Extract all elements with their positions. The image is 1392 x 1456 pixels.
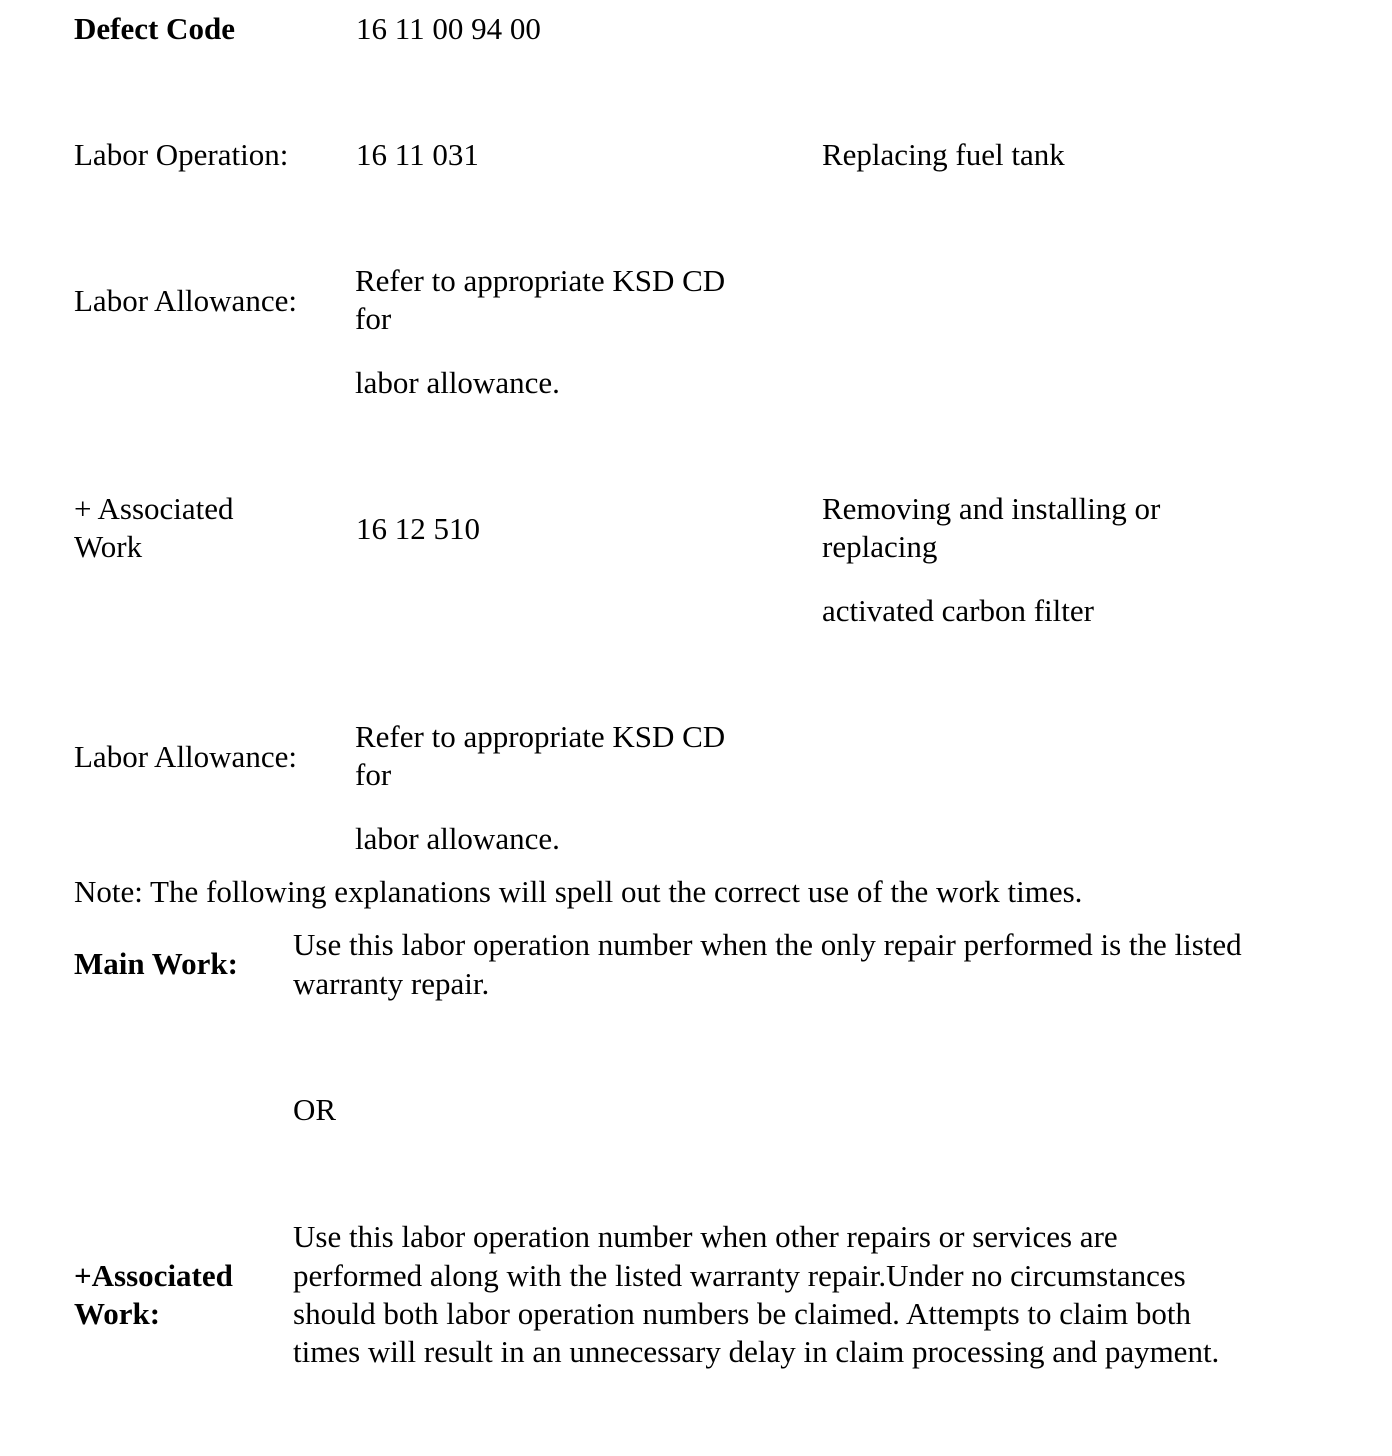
labor-operation-description: Replacing fuel tank xyxy=(822,137,1065,172)
or-separator: OR xyxy=(293,1092,337,1127)
associated-work-explanation-line: Use this labor operation number when other repairs or services are xyxy=(293,1219,1118,1254)
associated-work-label: + Associated xyxy=(74,491,234,526)
labor-allowance-text-line: labor allowance. xyxy=(355,821,560,856)
labor-operation-number: 16 11 031 xyxy=(356,137,479,172)
associated-work-explanation-line: times will result in an unnecessary delay in claim processing and payment. xyxy=(293,1334,1220,1369)
associated-work-explanation-label: +Associated xyxy=(74,1258,233,1293)
defect-code-label: Defect Code xyxy=(74,11,235,46)
main-work-label: Main Work: xyxy=(74,946,238,981)
labor-allowance-label: Labor Allowance: xyxy=(74,739,297,774)
labor-operation-label: Labor Operation: xyxy=(74,137,289,172)
note-text: Note: The following explanations will spell out the correct use of the work times. xyxy=(74,874,1083,909)
associated-work-description: replacing xyxy=(822,529,938,564)
labor-allowance-text-line: for xyxy=(355,301,392,336)
associated-work-explanation-line: should both labor operation numbers be claimed. Attempts to claim both xyxy=(293,1296,1191,1331)
associated-work-description: activated carbon filter xyxy=(822,593,1094,628)
labor-allowance-text-line: for xyxy=(355,757,392,792)
main-work-text-line: warranty repair. xyxy=(293,966,490,1001)
labor-allowance-text-line: Refer to appropriate KSD CD xyxy=(355,719,726,754)
labor-allowance-text-line: labor allowance. xyxy=(355,365,560,400)
defect-code-value: 16 11 00 94 00 xyxy=(356,11,541,46)
associated-work-explanation-line: performed along with the listed warranty repair.Under no circumstances xyxy=(293,1258,1186,1293)
labor-allowance-text-line: Refer to appropriate KSD CD xyxy=(355,263,726,298)
associated-work-number: 16 12 510 xyxy=(356,511,480,546)
main-work-text-line: Use this labor operation number when the only repair performed is the listed xyxy=(293,927,1242,962)
associated-work-description: Removing and installing or xyxy=(822,491,1161,526)
associated-work-label: Work xyxy=(74,529,143,564)
labor-allowance-label: Labor Allowance: xyxy=(74,283,297,318)
associated-work-explanation-label: Work: xyxy=(74,1296,161,1331)
